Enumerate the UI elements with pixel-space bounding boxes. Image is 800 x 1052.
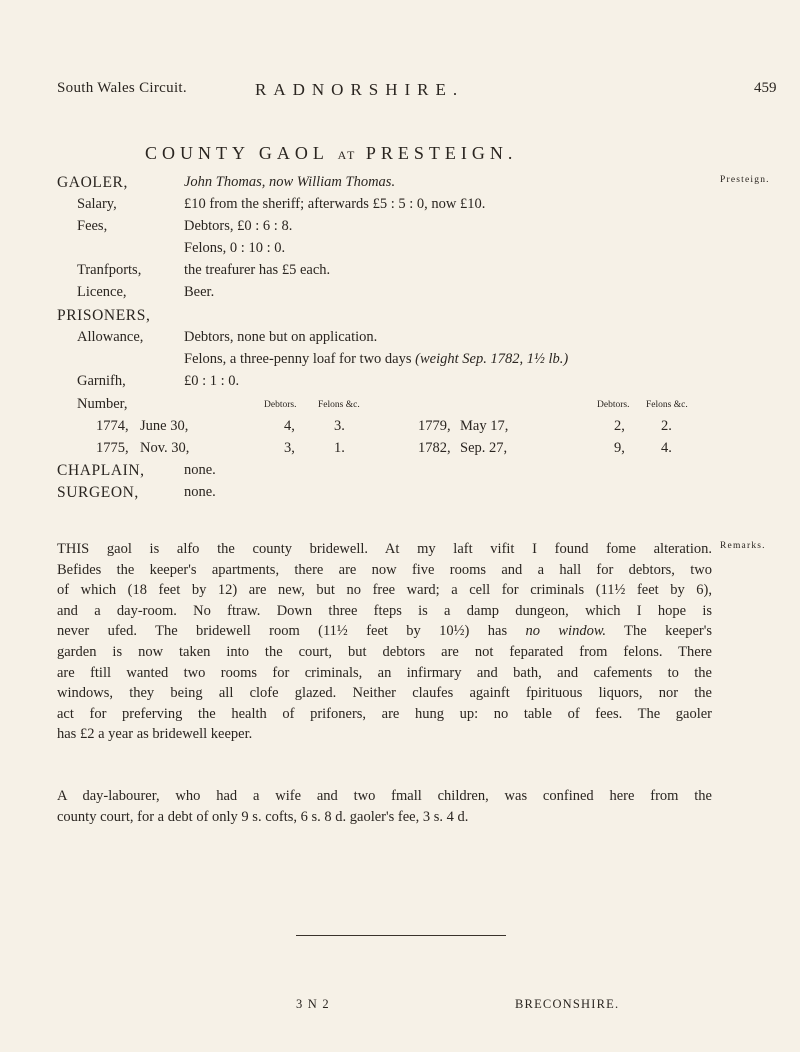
number-year: 1774, <box>96 418 129 434</box>
text-line: are ftill wanted two rooms for criminals, an infirmary and bath, and cafements to the <box>57 664 712 681</box>
text-line: act for preferving the health of prifoners, are hung up: no table of fees. The gaoler <box>57 705 712 722</box>
column-head-felons-right: Felons &c. <box>646 400 688 410</box>
running-head-left: South Wales Circuit. <box>57 80 187 96</box>
number-felons: 1. <box>334 440 345 456</box>
transports-value: the treafurer has £5 each. <box>184 262 331 278</box>
number-year: 1779, <box>418 418 451 434</box>
allowance-felons-line <box>184 351 568 368</box>
remarks-paragraph-1 <box>57 539 712 745</box>
allowance-weight-note: (weight Sep. 1782, 1½ lb.) <box>415 351 569 367</box>
licence-value: Beer. <box>184 284 215 300</box>
number-date: June 30, <box>140 418 189 434</box>
column-head-felons-left: Felons &c. <box>318 400 360 410</box>
text-line: and a day-room. No ftraw. Down three fteps is a damp dungeon, which I hope is <box>57 602 712 619</box>
number-year: 1775, <box>96 440 129 456</box>
fees-felons: Felons, 0 : 10 : 0. <box>184 240 286 256</box>
surgeon-value: none. <box>184 484 216 500</box>
text-line: has £2 a year as bridewell keeper. <box>57 726 253 743</box>
text-run: The keeper's <box>606 623 712 640</box>
garnish-label: Garnifh, <box>77 373 126 389</box>
chaplain-label: CHAPLAIN, <box>57 462 145 479</box>
number-year: 1782, <box>418 440 451 456</box>
page-title <box>145 143 517 164</box>
fees-label: Fees, <box>77 218 108 234</box>
number-date: Nov. 30, <box>140 440 190 456</box>
text-line: county court, for a debt of only 9 s. cofts, 6 s. 8 d. gaoler's fee, 3 s. 4 d. <box>57 808 469 825</box>
remarks-paragraph-2 <box>57 786 712 827</box>
running-head-county: RADNORSHIRE. <box>255 80 465 99</box>
allowance-debtors: Debtors, none but on application. <box>184 329 378 345</box>
text-line <box>57 621 712 642</box>
number-felons: 3. <box>334 418 345 434</box>
garnish-value: £0 : 1 : 0. <box>184 373 240 389</box>
page-number: 459 <box>754 80 777 96</box>
title-place: PRESTEIGN. <box>365 143 518 163</box>
salary-value: £10 from the sheriff; afterwards £5 : 5 : 0, now £10. <box>184 196 486 212</box>
margin-note-place: Presteign. <box>720 175 770 185</box>
signature-mark: 3 N 2 <box>296 997 330 1011</box>
text-line: of which (18 feet by 12) are new, but no free ward; a cell for criminals (11½ feet by 6), <box>57 582 712 599</box>
text-line: garden is now taken into the court, but debtors are not feparated from felons. There <box>57 643 712 660</box>
salary-label: Salary, <box>77 196 117 212</box>
number-debtors: 9, <box>614 440 625 456</box>
title-main: COUNTY GAOL <box>145 143 329 163</box>
allowance-felons: Felons, a three-penny loaf for two days <box>184 351 412 367</box>
emphasis-no-window: no window. <box>525 623 607 640</box>
column-head-debtors-right: Debtors. <box>597 400 630 410</box>
licence-label: Licence, <box>77 284 127 300</box>
text-line: A day-labourer, who had a wife and two fmall children, was confined here from the <box>57 788 712 804</box>
column-head-debtors-left: Debtors. <box>264 400 297 410</box>
text-run: never ufed. The bridewell room (11½ feet by 10½) has <box>57 623 508 640</box>
number-date: May 17, <box>460 418 509 434</box>
number-debtors: 4, <box>284 418 295 434</box>
gaoler-heading: GAOLER, <box>57 174 128 191</box>
title-at: AT <box>337 148 357 162</box>
section-rule <box>296 935 506 936</box>
transports-label: Tranfports, <box>77 262 142 278</box>
chaplain-value: none. <box>184 462 216 478</box>
fees-debtors: Debtors, £0 : 6 : 8. <box>184 218 293 234</box>
number-date: Sep. 27, <box>460 440 508 456</box>
text-line: THIS gaol is alfo the county bridewell. At my laft vifit I found fome alteration. <box>57 541 712 557</box>
number-debtors: 3, <box>284 440 295 456</box>
catchword: BRECONSHIRE. <box>515 997 620 1011</box>
prisoners-heading: PRISONERS, <box>57 307 151 324</box>
number-label: Number, <box>77 396 128 412</box>
margin-note-remarks: Remarks. <box>720 541 766 551</box>
number-felons: 4. <box>661 440 672 456</box>
allowance-label: Allowance, <box>77 329 144 345</box>
gaoler-name: John Thomas, now William Thomas. <box>184 174 396 190</box>
text-line: Befides the keeper's apartments, there are now five rooms and a hall for debtors, two <box>57 561 712 578</box>
text-line: windows, they being all clofe glazed. Neither claufes againft fpirituous liquors, nor the <box>57 685 712 702</box>
number-felons: 2. <box>661 418 672 434</box>
number-debtors: 2, <box>614 418 625 434</box>
surgeon-label: SURGEON, <box>57 484 139 501</box>
